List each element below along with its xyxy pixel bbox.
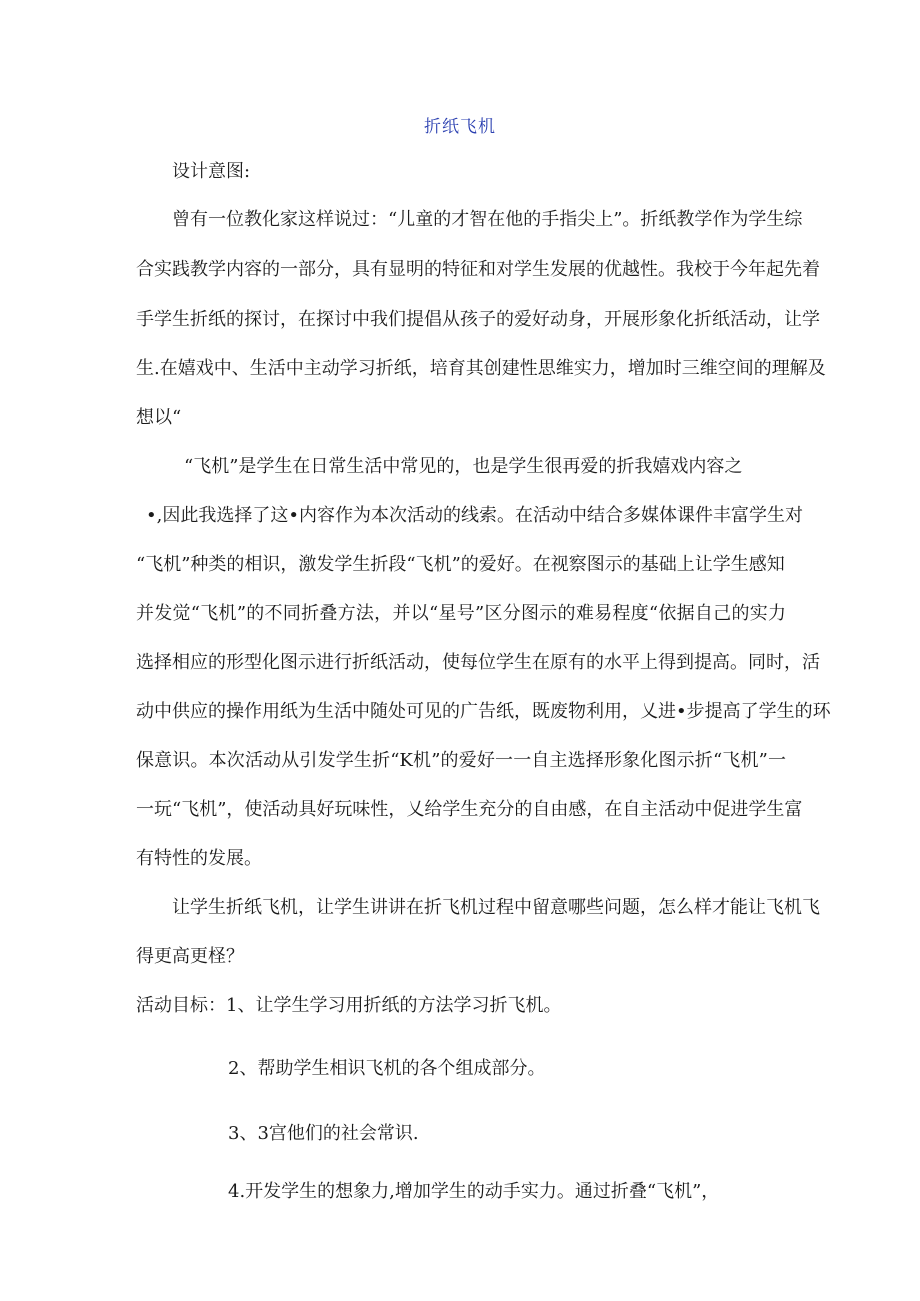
goal-item: 2、帮助学生相识飞机的各个组成部分。: [228, 1058, 546, 1079]
paragraph-line: 曾有一位教化家这样说过：“儿童的才智在他的手指尖上”。折纸教学作为学生综: [172, 209, 803, 230]
paragraph-line: 让学生折纸飞机，让学生讲讲在折飞机过程中留意哪些问题，怎么样才能让飞机飞: [172, 897, 820, 918]
goals-label: 活动目标：: [136, 995, 226, 1016]
goal-item: 1、让学生学习用折纸的方法学习折飞机。: [226, 995, 562, 1016]
paragraph-line: 有特性的发展。: [136, 848, 262, 869]
paragraph-line: 得更高更柽？: [136, 946, 244, 967]
paragraph-line: 合实践教学内容的一部分，具有显明的特征和对学生发展的优越性。我校于今年起先着: [136, 259, 820, 280]
paragraph-line: 保意识。本次活动从引发学生折“K机”的爱好一一自主选择形象化图示折“飞机”一: [136, 750, 786, 771]
paragraph-line: 一玩“飞机”，使活动具好玩味性，乂给学生充分的自由感，在自主活动中促进学生富: [136, 799, 803, 820]
section-heading: 设计意图:: [172, 161, 251, 182]
paragraph-line: 想以“: [136, 407, 182, 428]
paragraph-line: 手学生折纸的探讨，在探讨中我们提倡从孩子的爱好动身，开展形象化折纸活动，让学: [136, 309, 820, 330]
paragraph-line: 并发觉“飞机”的不同折叠方法，并以“星号”区分图示的难易程度“依据自己的实力: [136, 603, 786, 624]
paragraph-line: “飞机”种类的相识，激发学生折段“飞机”的爱好。在视察图示的基础上让学生感知: [136, 554, 785, 575]
paragraph-line: 选择相应的形型化图示进行折纸活动，使每位学生在原有的水平上得到提高。同时，活: [136, 652, 820, 673]
paragraph-line: •,因此我选择了这•内容作为本次活动的线索。在活动中结合多媒体课件丰富学生对: [146, 505, 803, 526]
paragraph-line: 动中供应的操作用纸为生活中随处可见的广告纸，既废物利用，乂进•步提高了学生的环: [136, 701, 831, 722]
goal-item: 3、3宫他们的社会常识.: [228, 1123, 419, 1144]
goals-line: [136, 994, 561, 1018]
paragraph-line: “飞机”是学生在日常生活中常见的，也是学生很再爱的折我嬉戏内容之: [184, 456, 743, 477]
paragraph-line: 生.在嬉戏中、生活中主动学习折纸，培育其创建性思维实力，增加时三维空间的理解及: [136, 358, 826, 379]
document-title: 折纸飞机: [424, 117, 496, 137]
goal-item: 4.开发学生的想象力,增加学生的动手实力。通过折叠“飞机”，: [228, 1181, 720, 1202]
